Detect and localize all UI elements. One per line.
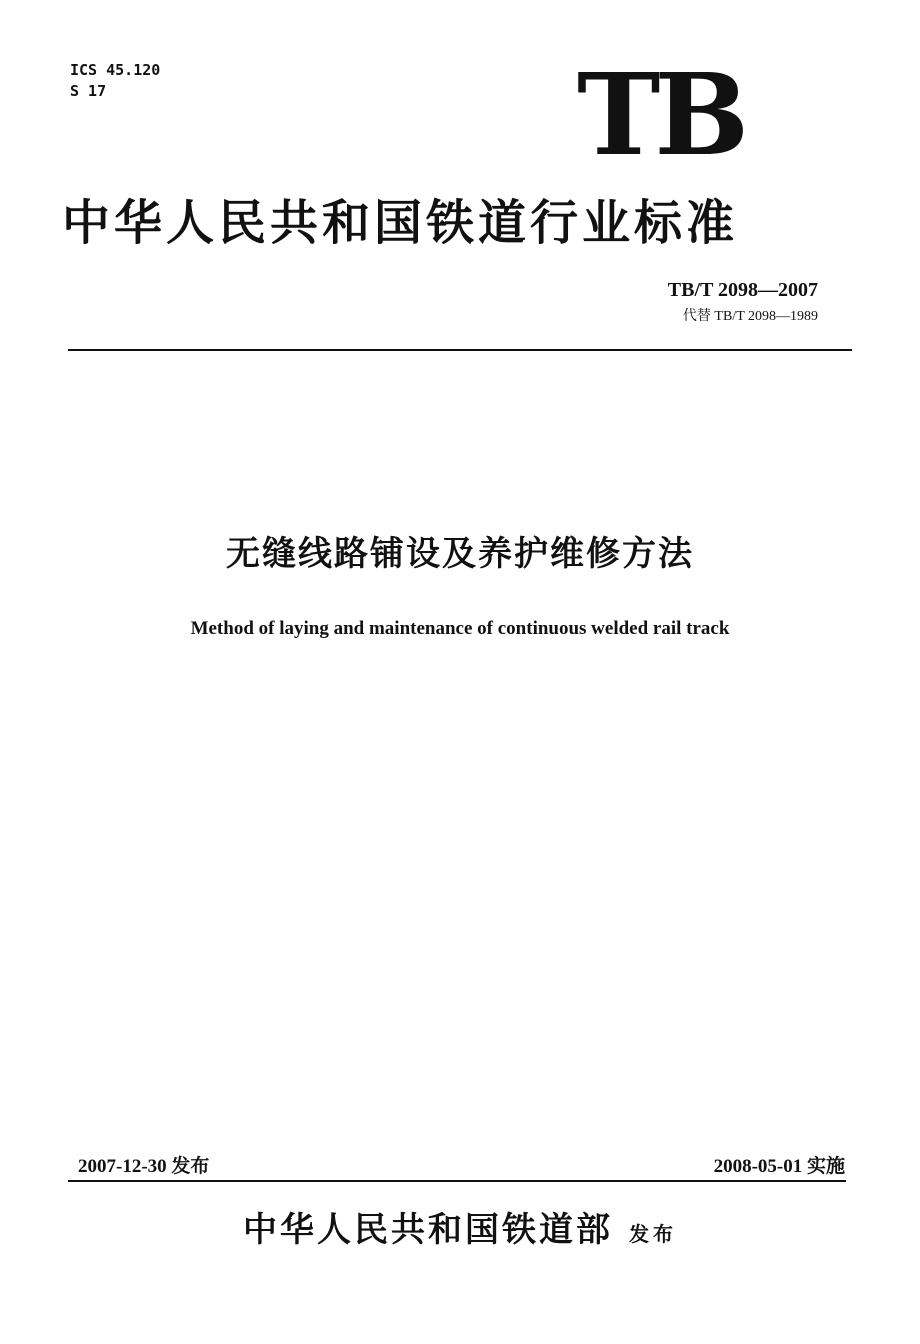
document-title-chinese: 无缝线路铺设及养护维修方法 <box>226 534 694 574</box>
implementation-date: 2008-05-01 实施 <box>713 1156 845 1177</box>
standard-number: TB/T 2098—2007 <box>667 279 818 301</box>
class-code: S 17 <box>70 82 107 100</box>
top-divider <box>68 349 852 351</box>
document-title-english: Method of laying and maintenance of continuous welded rail track <box>190 618 730 639</box>
ics-code: ICS 45.120 <box>70 61 161 79</box>
publisher-name: 中华人民共和国铁道部 <box>243 1210 613 1250</box>
publish-label: 发布 <box>629 1222 677 1246</box>
bottom-divider <box>68 1180 846 1182</box>
publisher-line <box>60 1206 860 1258</box>
replaces-standard: 代替 TB/T 2098—1989 <box>682 309 818 324</box>
standard-category-title: 中华人民共和国铁道行业标准 <box>62 195 739 251</box>
tb-logo: TB <box>576 50 743 181</box>
issue-date: 2007-12-30 发布 <box>78 1156 210 1177</box>
ics-classification <box>70 60 160 102</box>
